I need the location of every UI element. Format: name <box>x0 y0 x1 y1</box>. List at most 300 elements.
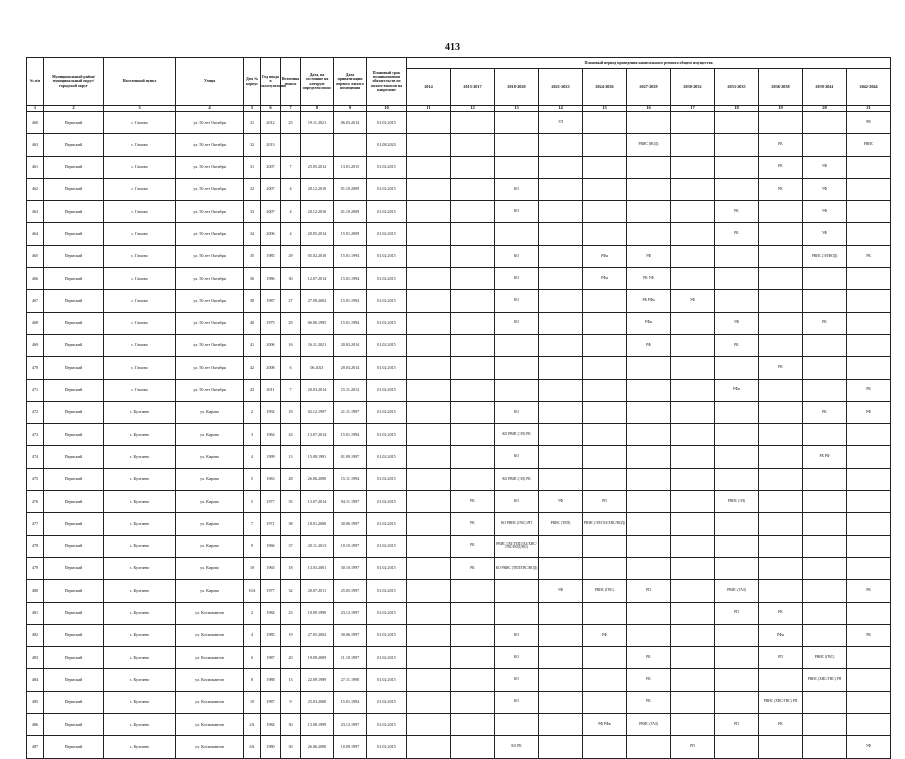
header-column-number: 11 <box>407 106 451 112</box>
cell-wear: 29 <box>281 312 301 334</box>
cell-period-mark <box>451 112 495 134</box>
cell-period-mark <box>803 535 847 557</box>
cell-settlement: с. Култаево <box>104 669 176 691</box>
cell-period-mark <box>715 290 759 312</box>
header-column-number: 3 <box>104 106 176 112</box>
cell-date-due: 01.02.2015 <box>367 178 407 200</box>
table-row <box>27 714 891 736</box>
cell-period-mark: КО <box>495 245 539 267</box>
cell-period-mark <box>451 602 495 624</box>
cell-year: 1963 <box>261 468 281 490</box>
cell-period-mark <box>539 647 583 669</box>
cell-period-mark: РК <box>847 245 891 267</box>
cell-date-private: 15.01.1994 <box>334 268 367 290</box>
cell-period-mark <box>847 647 891 669</box>
header-column-number: 6 <box>261 106 281 112</box>
table-row <box>27 401 891 423</box>
cell-house: 2А <box>244 714 261 736</box>
cell-date-state: 06.06.1995 <box>301 312 334 334</box>
cell-district: Пермский <box>44 424 104 446</box>
cell-year: 2006 <box>261 334 281 356</box>
cell-house: 42 <box>244 357 261 379</box>
cell-settlement: с. Култаево <box>104 714 176 736</box>
cell-street: ул. Кирова <box>176 557 244 579</box>
table-row <box>27 379 891 401</box>
cell-street: ул. 50 лет Октября <box>176 178 244 200</box>
cell-street: ул. Кирова <box>176 535 244 557</box>
cell-period-mark <box>495 334 539 356</box>
cell-period-mark <box>803 134 847 156</box>
cell-street: ул. 50 лет Октября <box>176 268 244 290</box>
cell-period-mark <box>759 669 803 691</box>
cell-date-private: 15.01.2009 <box>334 223 367 245</box>
cell-street: ул. 50 лет Октября <box>176 156 244 178</box>
cell-period-mark <box>715 112 759 134</box>
header-period: 2042-2044 <box>847 69 891 106</box>
cell-date-state: 13.07.2014 <box>301 491 334 513</box>
cell-date-due: 01.02.2015 <box>367 268 407 290</box>
table-row <box>27 178 891 200</box>
cell-wear: 16 <box>281 334 301 356</box>
cell-period-mark: РВИС (ЭЛ/ТЕП/ГАЗ/ХВС/ГВС/ВОД/ВО) <box>495 535 539 557</box>
cell-wear: 27 <box>281 290 301 312</box>
cell-period-mark: РФн <box>583 245 627 267</box>
cell-settlement: с. Гамово <box>104 268 176 290</box>
cell-date-state: 20.07.2011 <box>301 580 334 602</box>
cell-period-mark <box>847 446 891 468</box>
cell-date-due: 01.02.2015 <box>367 156 407 178</box>
cell-settlement: с. Култаево <box>104 557 176 579</box>
cell-period-mark: РВИС (ЭЛ/ВОД) <box>803 245 847 267</box>
cell-period-mark <box>583 201 627 223</box>
cell-street: ул. 50 лет Октября <box>176 290 244 312</box>
cell-period-mark <box>583 669 627 691</box>
cell-period-mark <box>671 268 715 290</box>
cell-period-mark <box>495 357 539 379</box>
cell-year: 1984 <box>261 602 281 624</box>
header-column-number: 12 <box>451 106 495 112</box>
cell-settlement: с. Култаево <box>104 513 176 535</box>
cell-period-mark <box>583 178 627 200</box>
cell-house: 10 <box>244 691 261 713</box>
cell-period-mark <box>539 357 583 379</box>
cell-period-mark: РК <box>759 178 803 200</box>
cell-settlement: с. Гамово <box>104 357 176 379</box>
cell-period-mark <box>627 112 671 134</box>
cell-period-mark <box>671 357 715 379</box>
cell-period-mark <box>407 624 451 646</box>
cell-wear: 35 <box>281 491 301 513</box>
cell-wear: 32 <box>281 580 301 602</box>
cell-period-mark <box>759 312 803 334</box>
cell-date-private: 01.10.2009 <box>334 178 367 200</box>
cell-period-mark: РК <box>627 647 671 669</box>
cell-year: 1965 <box>261 557 281 579</box>
cell-house: 38 <box>244 290 261 312</box>
cell-period-mark <box>451 379 495 401</box>
cell-period-mark: УФ <box>539 491 583 513</box>
cell-period-mark: РК <box>715 201 759 223</box>
cell-district: Пермский <box>44 245 104 267</box>
cell-wear: 18 <box>281 401 301 423</box>
cell-date-due: 01.02.2015 <box>367 468 407 490</box>
cell-date-due: 01.08.2023 <box>367 134 407 156</box>
cell-period-mark <box>539 624 583 646</box>
cell-period-mark: КО <box>495 312 539 334</box>
table-row <box>27 134 891 156</box>
header-period: 2030-2032 <box>671 69 715 106</box>
header-period: 2033-2035 <box>715 69 759 106</box>
cell-date-due: 01.02.2015 <box>367 736 407 758</box>
cell-street: ул. 50 лет Октября <box>176 334 244 356</box>
cell-period-mark <box>627 379 671 401</box>
cell-period-mark <box>715 669 759 691</box>
cell-wear: 18 <box>281 557 301 579</box>
cell-year: 1971 <box>261 513 281 535</box>
cell-period-mark <box>583 223 627 245</box>
cell-period-mark <box>715 736 759 758</box>
cell-period-mark <box>451 647 495 669</box>
cell-house: 2 <box>244 602 261 624</box>
header-column-number: 16 <box>627 106 671 112</box>
cell-period-mark <box>759 223 803 245</box>
cell-period-mark <box>539 290 583 312</box>
cell-settlement: с. Култаево <box>104 624 176 646</box>
cell-num: 466 <box>27 268 44 290</box>
cell-period-mark <box>407 424 451 446</box>
cell-date-private: 25.05.1997 <box>334 580 367 602</box>
table-row <box>27 357 891 379</box>
cell-num: 470 <box>27 357 44 379</box>
cell-period-mark <box>539 379 583 401</box>
cell-period-mark <box>451 178 495 200</box>
cell-wear: 4 <box>281 201 301 223</box>
cell-period-mark <box>847 223 891 245</box>
cell-date-due: 01.02.2015 <box>367 245 407 267</box>
cell-date-state: 18.01.2000 <box>301 513 334 535</box>
cell-period-mark: РФн <box>583 268 627 290</box>
cell-period-mark: РК <box>759 156 803 178</box>
cell-period-mark <box>451 736 495 758</box>
cell-street: ул. 50 лет Октября <box>176 201 244 223</box>
cell-period-mark: КО РВИС (ТЕП/ГВС/ВОД) <box>495 557 539 579</box>
cell-settlement: с. Култаево <box>104 468 176 490</box>
cell-date-private: 10.09.1997 <box>334 736 367 758</box>
cell-period-mark <box>583 312 627 334</box>
cell-period-mark <box>451 312 495 334</box>
table-row <box>27 424 891 446</box>
cell-num: 469 <box>27 334 44 356</box>
cell-num: 478 <box>27 535 44 557</box>
cell-num: 481 <box>27 602 44 624</box>
cell-period-mark <box>847 491 891 513</box>
cell-num: 476 <box>27 491 44 513</box>
cell-period-mark <box>583 334 627 356</box>
cell-year: 1987 <box>261 691 281 713</box>
cell-period-mark: РП <box>759 647 803 669</box>
table-row <box>27 647 891 669</box>
table-row <box>27 446 891 468</box>
cell-period-mark <box>627 557 671 579</box>
cell-district: Пермский <box>44 736 104 758</box>
cell-district: Пермский <box>44 112 104 134</box>
cell-date-private: 15.01.1994 <box>334 245 367 267</box>
cell-date-state: 02.12.1997 <box>301 401 334 423</box>
cell-period-mark <box>407 379 451 401</box>
cell-street: ул. 50 лет Октября <box>176 379 244 401</box>
cell-period-mark: РК <box>759 602 803 624</box>
cell-district: Пермский <box>44 357 104 379</box>
cell-year: 1992 <box>261 401 281 423</box>
cell-period-mark <box>627 491 671 513</box>
cell-year: 1985 <box>261 245 281 267</box>
cell-period-mark <box>539 535 583 557</box>
cell-district: Пермский <box>44 446 104 468</box>
cell-date-private: 11.10.1997 <box>334 647 367 669</box>
cell-period-mark <box>407 580 451 602</box>
cell-district: Пермский <box>44 201 104 223</box>
cell-street: ул. Кирова <box>176 580 244 602</box>
cell-period-mark <box>803 112 847 134</box>
cell-num: 460 <box>27 112 44 134</box>
cell-period-mark <box>759 245 803 267</box>
cell-date-private: 23.12.1997 <box>334 602 367 624</box>
cell-date-due: 01.02.2015 <box>367 357 407 379</box>
cell-period-mark <box>671 714 715 736</box>
cell-year: 1980 <box>261 736 281 758</box>
cell-district: Пермский <box>44 312 104 334</box>
cell-date-private: 15.11.1994 <box>334 468 367 490</box>
cell-period-mark: РП <box>671 736 715 758</box>
cell-period-mark: РВИС (ГАЗ) <box>627 714 671 736</box>
cell-year: 1987 <box>261 290 281 312</box>
cell-num: 463 <box>27 201 44 223</box>
cell-year: 2007 <box>261 178 281 200</box>
cell-date-private: 10.10.1997 <box>334 535 367 557</box>
cell-period-mark <box>451 446 495 468</box>
cell-period-mark: РК РФн <box>627 290 671 312</box>
cell-period-mark <box>407 401 451 423</box>
cell-period-mark <box>671 379 715 401</box>
cell-street: ул. Кирова <box>176 401 244 423</box>
cell-period-mark <box>539 223 583 245</box>
cell-period-mark <box>407 290 451 312</box>
cell-wear: 20 <box>281 647 301 669</box>
cell-period-mark <box>583 424 627 446</box>
cell-house: 32 <box>244 134 261 156</box>
cell-period-mark: РК <box>451 513 495 535</box>
cell-period-mark <box>451 669 495 691</box>
cell-period-mark <box>407 112 451 134</box>
cell-wear: 28 <box>281 468 301 490</box>
cell-street: ул. Кирова <box>176 513 244 535</box>
cell-period-mark <box>803 379 847 401</box>
header-period: 2024-2026 <box>583 69 627 106</box>
cell-date-state: 13.07.2014 <box>301 424 334 446</box>
cell-settlement: с. Култаево <box>104 691 176 713</box>
cell-period-mark <box>759 379 803 401</box>
cell-period-mark <box>539 714 583 736</box>
cell-street: ул. 50 лет Октября <box>176 312 244 334</box>
header-column-number: 18 <box>715 106 759 112</box>
cell-period-mark <box>451 401 495 423</box>
cell-date-state: 13.03.2001 <box>301 557 334 579</box>
cell-period-mark <box>715 268 759 290</box>
cell-period-mark <box>715 401 759 423</box>
cell-period-mark: РК <box>451 535 495 557</box>
cell-period-mark <box>451 201 495 223</box>
cell-wear: 4 <box>281 223 301 245</box>
cell-settlement: с. Култаево <box>104 535 176 557</box>
cell-date-due: 01.02.2015 <box>367 312 407 334</box>
cell-period-mark: РП <box>715 602 759 624</box>
table-row <box>27 669 891 691</box>
cell-period-mark <box>759 468 803 490</box>
cell-period-mark <box>451 691 495 713</box>
header-street: Улица <box>176 58 244 106</box>
cell-house: 41 <box>244 334 261 356</box>
cell-year: 1984 <box>261 714 281 736</box>
cell-date-private: 20.03.2014 <box>334 357 367 379</box>
cell-year: 1999 <box>261 446 281 468</box>
table-row <box>27 290 891 312</box>
cell-period-mark: КО РВИС (ГВС) РП <box>495 513 539 535</box>
cell-period-mark <box>539 134 583 156</box>
cell-wear: 7 <box>281 156 301 178</box>
cell-date-state: 27.05.2002 <box>301 624 334 646</box>
cell-period-mark <box>759 557 803 579</box>
cell-period-mark <box>451 245 495 267</box>
header-period: 2039-2041 <box>803 69 847 106</box>
table-row <box>27 334 891 356</box>
cell-settlement: с. Гамово <box>104 223 176 245</box>
cell-period-mark <box>847 535 891 557</box>
cell-period-mark: РК <box>847 624 891 646</box>
cell-wear <box>281 134 301 156</box>
cell-date-state: 20.11.2013 <box>301 535 334 557</box>
cell-period-mark <box>627 156 671 178</box>
cell-date-private: 20.03.2014 <box>334 334 367 356</box>
cell-period-mark <box>539 401 583 423</box>
cell-year: 2008 <box>261 357 281 379</box>
cell-period-mark <box>627 223 671 245</box>
cell-date-due: 01.02.2015 <box>367 334 407 356</box>
cell-year: 1966 <box>261 535 281 557</box>
cell-district: Пермский <box>44 557 104 579</box>
cell-date-due: 01.02.2015 <box>367 379 407 401</box>
cell-num: 475 <box>27 468 44 490</box>
cell-period-mark <box>407 736 451 758</box>
cell-house: 35 <box>244 245 261 267</box>
cell-period-mark <box>671 446 715 468</box>
cell-period-mark <box>407 223 451 245</box>
cell-period-mark <box>495 379 539 401</box>
cell-wear: 7 <box>281 379 301 401</box>
table-row <box>27 691 891 713</box>
cell-period-mark <box>539 557 583 579</box>
cell-period-mark <box>671 535 715 557</box>
cell-period-mark: УФ <box>847 736 891 758</box>
cell-period-mark <box>759 513 803 535</box>
header-column-number: 7 <box>281 106 301 112</box>
cell-period-mark <box>451 268 495 290</box>
cell-date-due: 01.02.2015 <box>367 691 407 713</box>
cell-wear: 30 <box>281 736 301 758</box>
cell-period-mark <box>539 468 583 490</box>
cell-period-mark <box>715 557 759 579</box>
cell-num: 467 <box>27 290 44 312</box>
cell-street: ул. Космонавтов <box>176 647 244 669</box>
cell-period-mark: УФ <box>803 201 847 223</box>
cell-period-mark: РФн <box>627 312 671 334</box>
cell-period-mark: РК <box>627 669 671 691</box>
cell-period-mark: РВИС (ХВС/ГВС) РП <box>759 691 803 713</box>
cell-period-mark: КО <box>495 669 539 691</box>
cell-date-state: 19.11.2021 <box>301 112 334 134</box>
cell-period-mark <box>539 602 583 624</box>
cell-period-mark <box>759 201 803 223</box>
table-row <box>27 245 891 267</box>
cell-wear: 30 <box>281 268 301 290</box>
cell-period-mark <box>451 334 495 356</box>
cell-period-mark <box>715 178 759 200</box>
cell-house: 36 <box>244 268 261 290</box>
cell-period-mark: КО РВИС (ЭЛ) РК <box>495 424 539 446</box>
cell-date-due: 01.02.2015 <box>367 535 407 557</box>
cell-house: 21 <box>244 112 261 134</box>
cell-wear: 25 <box>281 112 301 134</box>
cell-period-mark <box>715 357 759 379</box>
cell-date-state: 20.05.2014 <box>301 223 334 245</box>
cell-period-mark <box>803 557 847 579</box>
cell-settlement: с. Гамово <box>104 178 176 200</box>
cell-date-state: 27.09.2002 <box>301 290 334 312</box>
cell-date-private: 04.11.1997 <box>334 491 367 513</box>
table-row <box>27 624 891 646</box>
cell-period-mark: РФ <box>583 624 627 646</box>
cell-street: ул. Кирова <box>176 446 244 468</box>
cell-period-mark <box>847 334 891 356</box>
cell-house: 3 <box>244 424 261 446</box>
cell-period-mark: КО <box>495 290 539 312</box>
cell-period-mark <box>803 602 847 624</box>
cell-period-mark <box>759 334 803 356</box>
cell-period-mark <box>451 223 495 245</box>
cell-period-mark: РВИС (ГВС) <box>803 647 847 669</box>
cell-period-mark <box>451 468 495 490</box>
cell-num: 463 <box>27 134 44 156</box>
cell-period-mark <box>583 468 627 490</box>
cell-period-mark <box>847 312 891 334</box>
cell-period-mark <box>671 602 715 624</box>
header-column-number: 1 <box>27 106 44 112</box>
cell-period-mark <box>759 446 803 468</box>
cell-district: Пермский <box>44 647 104 669</box>
cell-period-mark: КО <box>495 647 539 669</box>
cell-period-mark <box>715 156 759 178</box>
cell-period-mark: УФ <box>671 290 715 312</box>
table-row <box>27 268 891 290</box>
table-row <box>27 312 891 334</box>
cell-period-mark: РВИС (ТЕП) <box>539 513 583 535</box>
cell-period-mark <box>627 602 671 624</box>
cell-period-mark <box>539 334 583 356</box>
cell-date-state: 13.08.1999 <box>301 714 334 736</box>
cell-period-mark <box>539 268 583 290</box>
cell-district: Пермский <box>44 580 104 602</box>
cell-period-mark <box>671 401 715 423</box>
cell-period-mark: РК <box>715 223 759 245</box>
